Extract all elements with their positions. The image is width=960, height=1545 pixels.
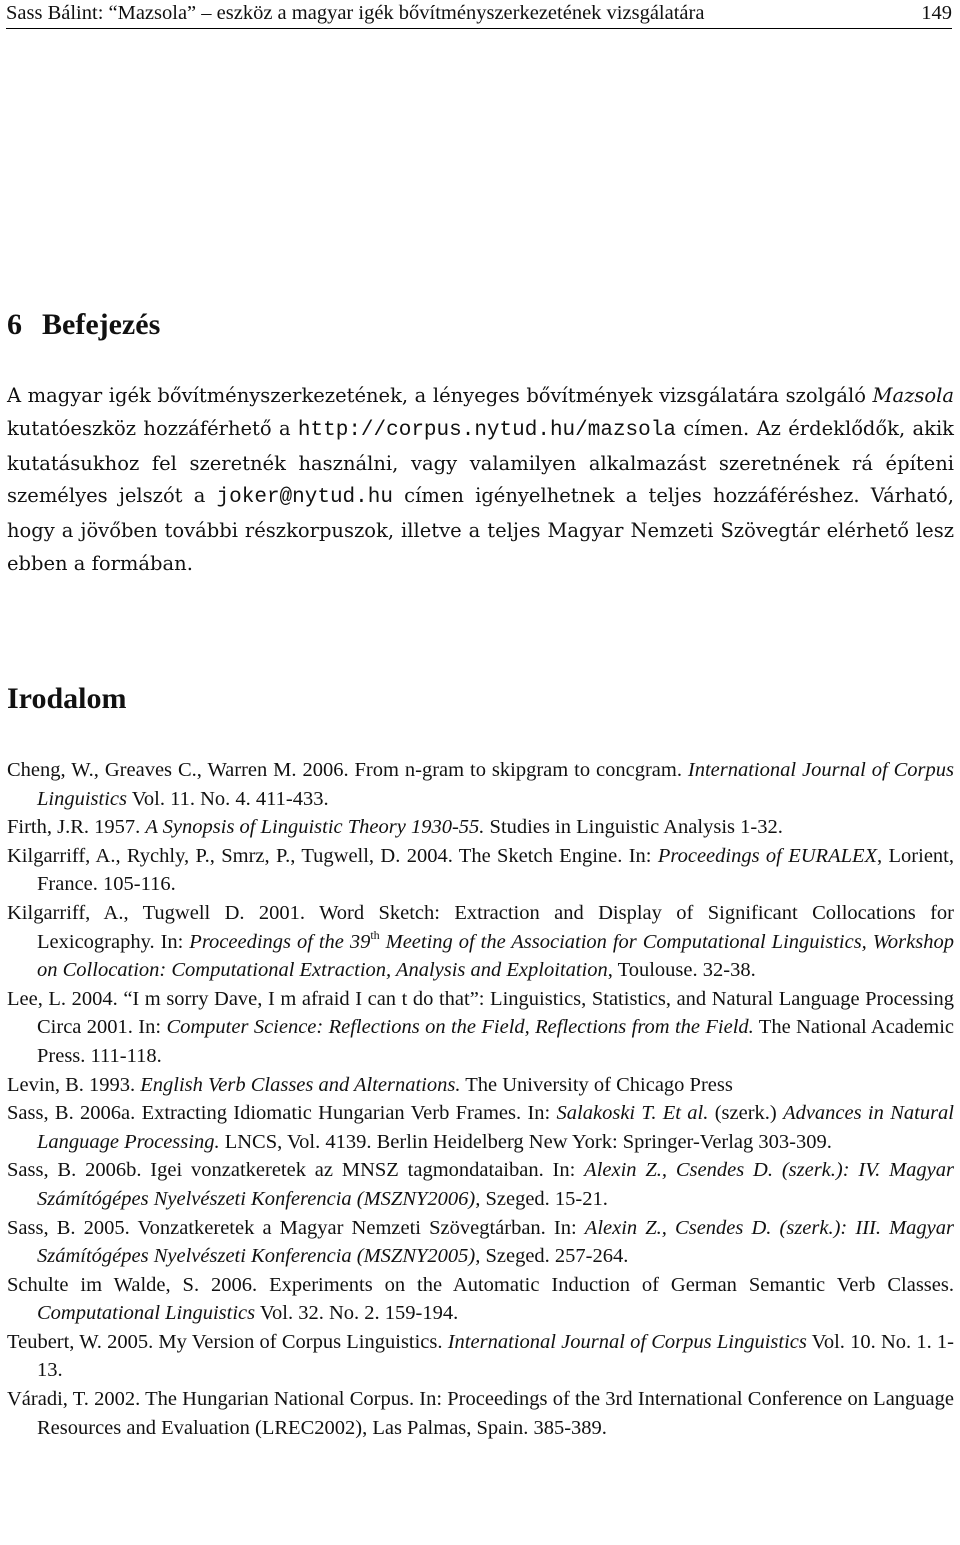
bibliography-heading: Irodalom (7, 682, 127, 715)
reference-entry (7, 756, 954, 813)
italic-text: Meeting of the Association for Computational Linguistics, Workshop on Collocation: Computational Extraction, Analysis and Exploitation (37, 930, 954, 982)
text-run: A magyar igék bővítményszerkezetének, a lényeges bővítmények vizsgálatára szolgáló (7, 384, 873, 407)
italic-text: English Verb Classes and Alternations. (140, 1073, 461, 1096)
running-header (6, 0, 952, 29)
text-run: Studies in Linguistic Analysis 1-32. (484, 816, 783, 839)
reference-list (7, 756, 954, 1442)
conclusion-paragraph (7, 380, 954, 581)
text-run: , Lorient, France. 105-116. (37, 844, 954, 896)
text-run: Firth, J.R. 1957. (7, 816, 146, 839)
italic-text: Computational Linguistics (37, 1302, 256, 1325)
italic-text: Computer Science: Reflections on the Field, Reflections from the Field. (166, 1016, 754, 1039)
section-number: 6 (7, 308, 22, 341)
text-run: Szeged. 15-21. (480, 1187, 608, 1210)
text-run: Vol. 11. No. 4. 411-433. (127, 787, 329, 810)
reference-entry (7, 1328, 954, 1385)
text-run: LNCS, Vol. 4139. Berlin Heidelberg New York: Springer-Verlag 303-309. (219, 1130, 832, 1153)
italic-text: Advances in Natural Language Processing. (37, 1102, 954, 1153)
italic-text: Salakoski T. Et al. (556, 1102, 709, 1125)
text-run: Váradi, T. 2002. The Hungarian National Corpus. In: Proceedings of the 3rd International Conference on Language Resources and Evaluation (LREC2002), Las Palmas, Spain. 385-389. (7, 1388, 954, 1439)
text-run: Szeged. 257-264. (480, 1245, 629, 1268)
italic-text: Alexin Z., Csendes D. (szerk.): III. Magyar Számítógépes Nyelvészeti Konferencia (MSZNY2005), (37, 1216, 954, 1268)
text-run: címen igényelhetnek a teljes hozzáféréshez. Várható, hogy a jövőben további részkorpuszok, illetve a teljes Magyar Nemzeti Szövegtár elérhető lesz ebben a formában. (7, 484, 954, 575)
italic-text: Alexin Z., Csendes D. (szerk.): IV. Magyar Számítógépes Nyelvészeti Konferencia (MSZNY2006), (37, 1159, 954, 1210)
reference-entry (7, 1071, 954, 1100)
page-number: 149 (921, 2, 952, 24)
text-run: Schulte im Walde, S. 2006. Experiments on the Automatic Induction of German Semantic Verb Classes. (7, 1273, 954, 1296)
text-run: Cheng, W., Greaves C., Warren M. 2006. From n-gram to skipgram to concgram. (7, 759, 688, 781)
reference-entry (7, 813, 954, 842)
text-run: The University of Chicago Press (460, 1073, 733, 1096)
section-title: Befejezés (42, 308, 161, 341)
italic-text: International Journal of Corpus Linguistics (447, 1330, 807, 1353)
text-run: kutatóeszköz hozzáférhető a (7, 416, 298, 440)
section-heading (7, 306, 160, 344)
text-run: (szerk.) (708, 1102, 784, 1125)
reference-entry (7, 899, 954, 985)
link-text: http://corpus.nytud.hu/mazsola (297, 418, 676, 442)
reference-entry (7, 1156, 954, 1213)
text-run: Kilgarriff, A., Rychly, P., Smrz, P., Tugwell, D. 2004. The Sketch Engine. In: (7, 844, 658, 867)
text-run: címen. Az érdeklődők, akik kutatásukhoz fel szeretnék használni, vagy valamilyen alkalmazást szeretnének rá építeni személyes jelszót a (7, 416, 954, 508)
text-run: Sass, B. 2006a. Extracting Idiomatic Hungarian Verb Frames. In: (7, 1102, 557, 1125)
italic-text: Mazsola (872, 384, 954, 407)
link-text: joker@nytud.hu (216, 486, 393, 510)
text-run: Lee, L. 2004. “I m sorry Dave, I m afraid I can t do that”: Linguistics, Statistics, and Natural Language Processing Circa 2001. In: (7, 987, 954, 1039)
reference-entry (7, 1214, 954, 1271)
reference-entry (7, 1385, 954, 1442)
italic-text: Proceedings of the 39 (189, 930, 371, 953)
italic-text: International Journal of Corpus Linguistics (37, 759, 954, 810)
text-run: Teubert, W. 2005. My Version of Corpus Linguistics. (7, 1330, 448, 1353)
running-header-title: Sass Bálint: “Mazsola” – eszköz a magyar igék bővítményszerkezetének vizsgálatára (6, 2, 705, 24)
text-run: Vol. 10. No. 1. 1-13. (37, 1330, 955, 1382)
text-run: Vol. 32. No. 2. 159-194. (255, 1302, 459, 1325)
text-run: Sass, B. 2006b. Igei vonzatkeretek az MNSZ tagmondataiban. In: (7, 1159, 585, 1182)
italic-text: A Synopsis of Linguistic Theory 1930-55. (145, 816, 485, 839)
reference-entry (7, 1271, 954, 1328)
text-run: , Toulouse. 32-38. (607, 959, 756, 982)
text-run: Kilgarriff, A., Tugwell D. 2001. Word Sketch: Extraction and Display of Significant Collocations for Lexicography. In: (7, 901, 954, 953)
superscript-text: th (370, 927, 380, 942)
reference-entry (7, 1099, 954, 1156)
reference-entry (7, 985, 954, 1071)
text-run: Sass, B. 2005. Vonzatkeretek a Magyar Nemzeti Szövegtárban. In: (7, 1216, 585, 1239)
text-run: The National Academic Press. 111-118. (37, 1016, 954, 1067)
text-run: Levin, B. 1993. (7, 1073, 141, 1096)
italic-text: Proceedings of EURALEX (657, 844, 878, 867)
reference-entry (7, 842, 954, 899)
